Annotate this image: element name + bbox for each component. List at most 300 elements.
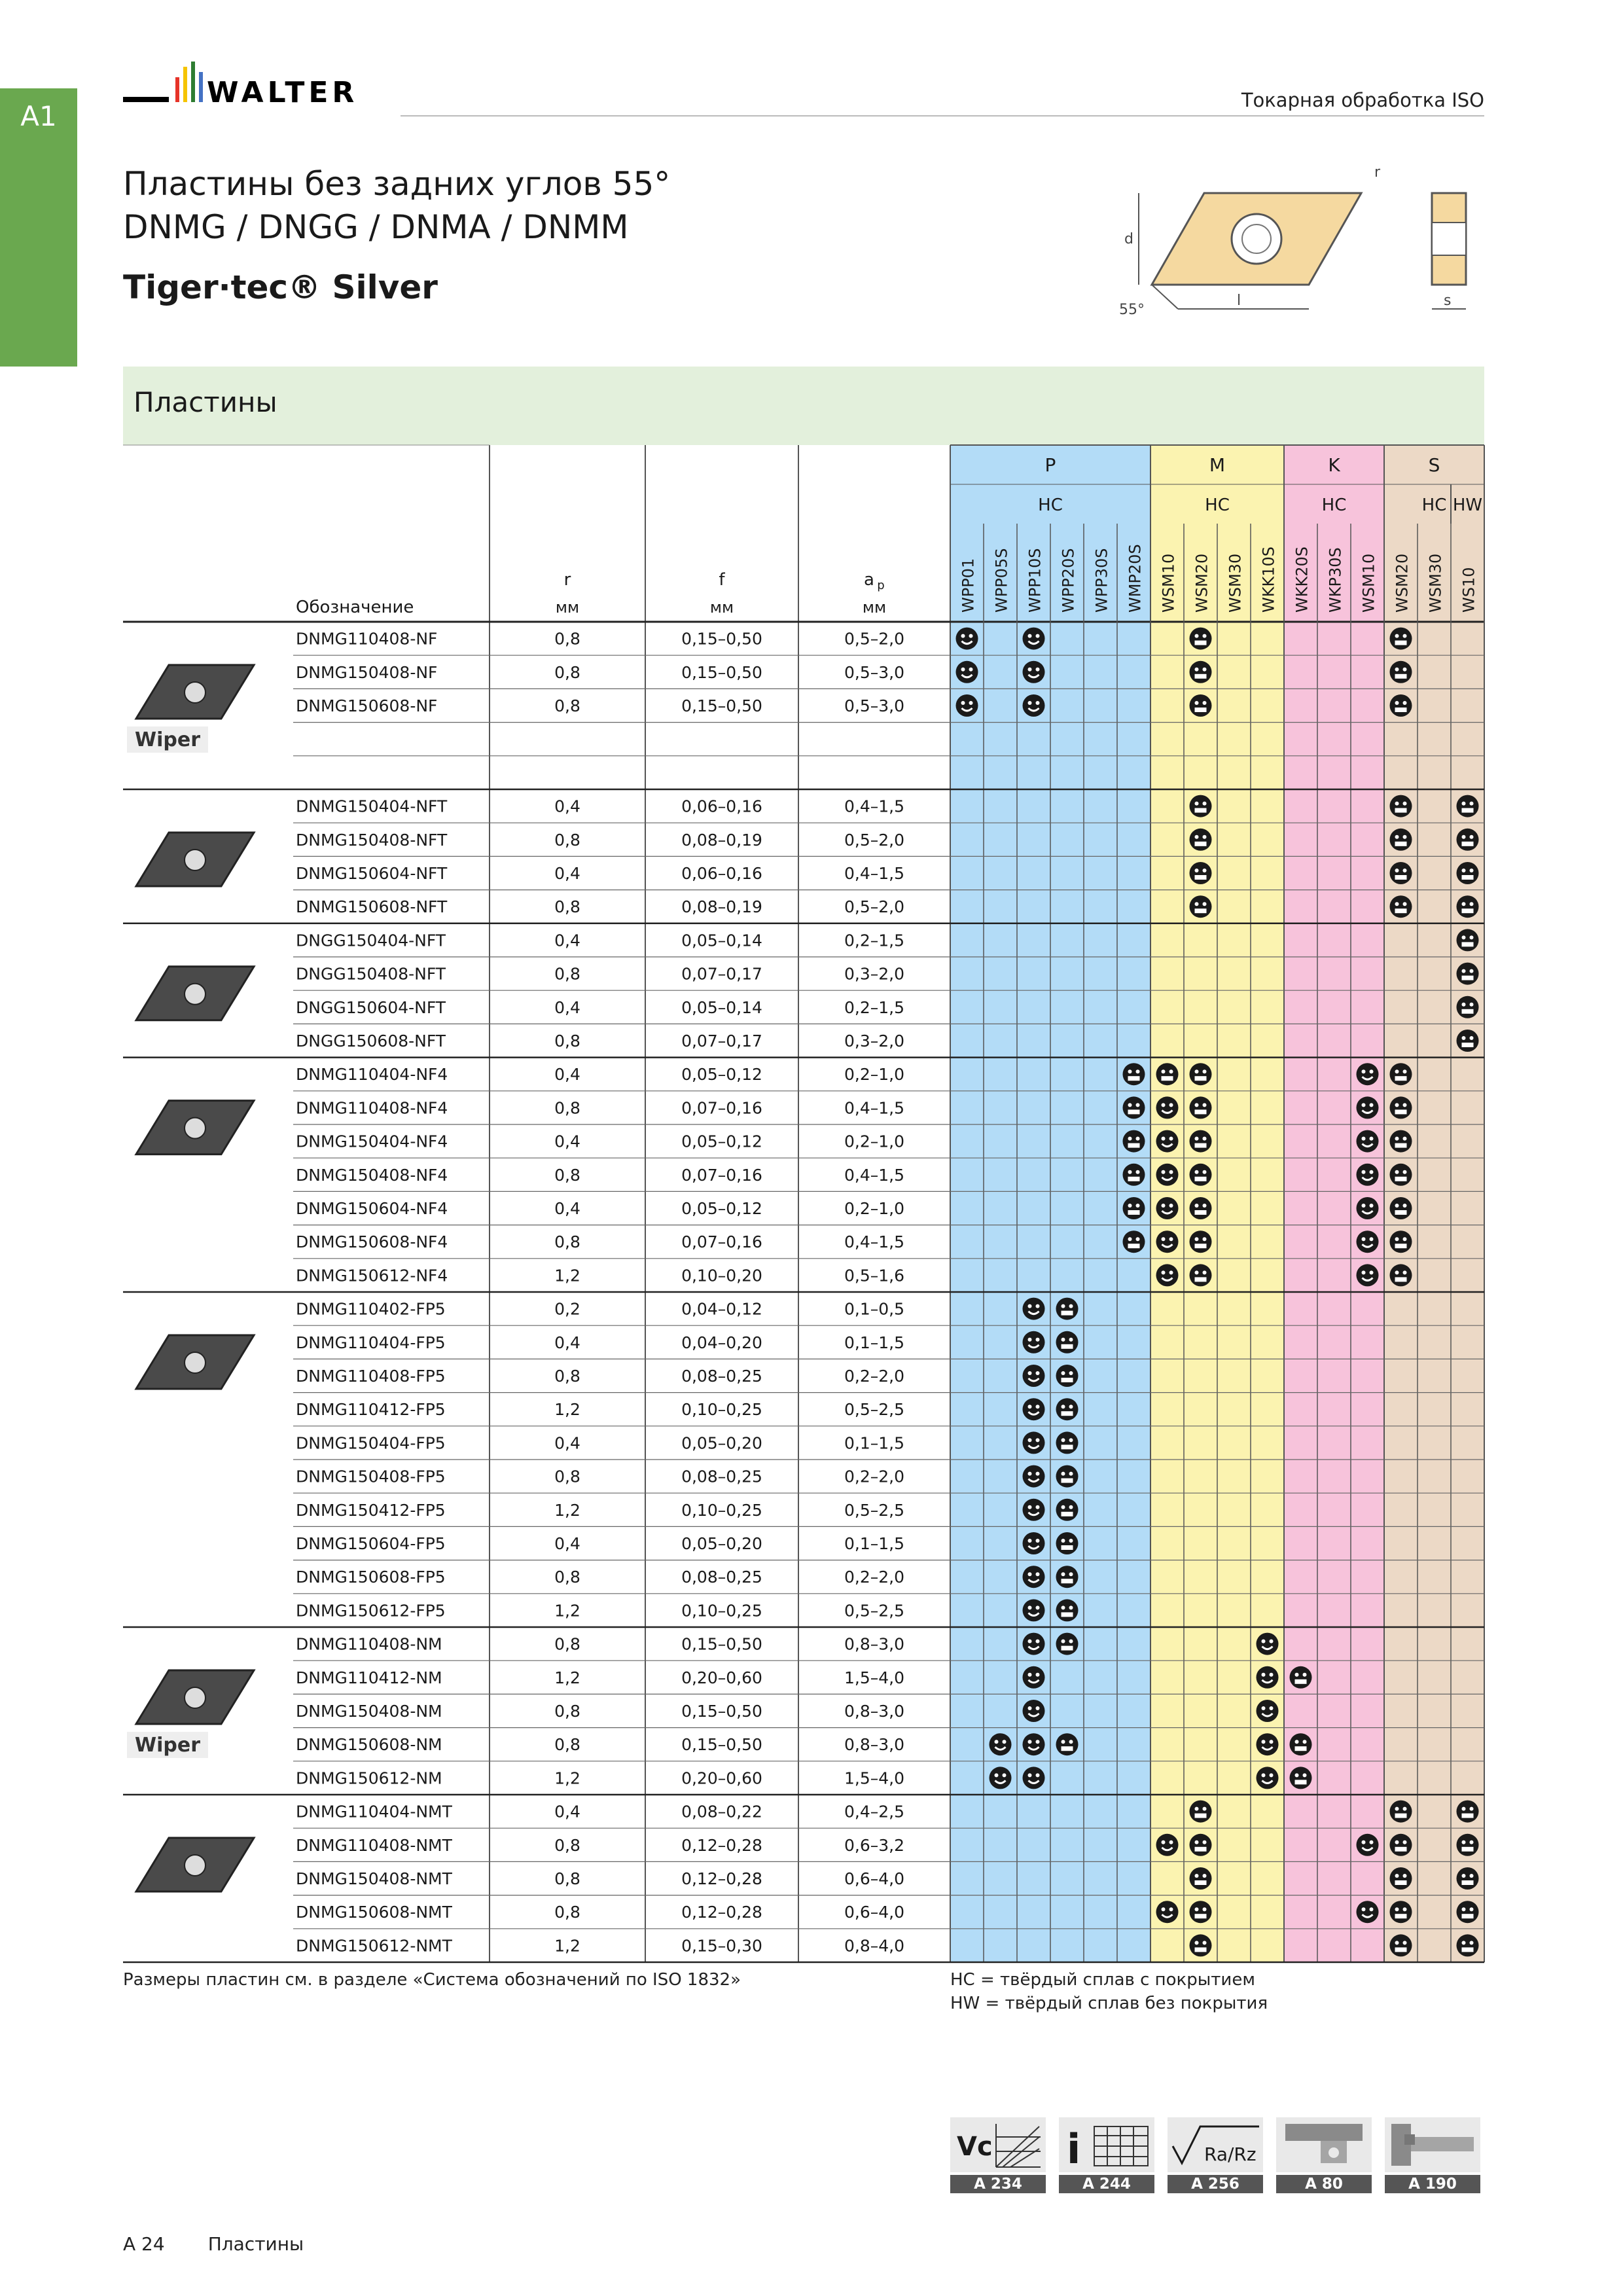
additional-application-icon bbox=[1390, 1801, 1412, 1823]
additional-application-icon bbox=[1390, 1096, 1412, 1119]
depth-range: 0,5–2,0 bbox=[844, 830, 905, 850]
title-line-1: Пластины без задних углов 55° bbox=[123, 165, 671, 203]
corner-radius: 0,8 bbox=[554, 964, 580, 984]
additional-application-icon bbox=[1390, 1164, 1412, 1186]
additional-application-icon bbox=[1190, 829, 1212, 851]
main-application-icon bbox=[1023, 1431, 1045, 1454]
main-application-icon bbox=[1357, 1197, 1379, 1219]
grade-name: WSM10 bbox=[1359, 553, 1378, 613]
corner-radius: 0,8 bbox=[554, 1735, 580, 1755]
grade-column-bg bbox=[1451, 445, 1484, 1962]
insert-designation: DNMG110404-FP5 bbox=[296, 1333, 446, 1352]
insert-designation: DNMG150608-NFT bbox=[296, 897, 448, 917]
corner-radius: 0,8 bbox=[554, 662, 580, 682]
corner-radius: 0,8 bbox=[554, 1869, 580, 1888]
corner-radius: 0,4 bbox=[554, 797, 580, 816]
main-application-icon bbox=[1156, 1264, 1179, 1286]
section-band-title: Пластины bbox=[134, 386, 277, 418]
main-application-icon bbox=[1023, 1733, 1045, 1755]
additional-application-icon bbox=[1457, 1901, 1479, 1923]
feed-range: 0,08–0,25 bbox=[681, 1367, 762, 1386]
corner-radius: 0,4 bbox=[554, 997, 580, 1017]
material-group-K: K bbox=[1328, 454, 1340, 476]
depth-range: 0,5–1,6 bbox=[844, 1266, 905, 1285]
additional-application-icon bbox=[1190, 661, 1212, 683]
insert-designation: DNMG150408-NM bbox=[296, 1702, 442, 1721]
label-d: d bbox=[1124, 231, 1133, 247]
additional-application-icon bbox=[1190, 1801, 1212, 1823]
main-application-icon bbox=[1023, 1499, 1045, 1521]
main-application-icon bbox=[1357, 1164, 1379, 1186]
feed-range: 0,15–0,50 bbox=[681, 696, 762, 715]
feed-range: 0,05–0,14 bbox=[681, 931, 762, 950]
insert-designation: DNMG150408-NMT bbox=[296, 1869, 452, 1888]
additional-application-icon bbox=[1056, 1431, 1079, 1454]
additional-application-icon bbox=[1190, 1934, 1212, 1956]
depth-range: 0,8–3,0 bbox=[844, 1702, 905, 1721]
depth-range: 0,1–1,5 bbox=[844, 1333, 905, 1352]
depth-range: 0,1–1,5 bbox=[844, 1534, 905, 1553]
insert-designation: DNMG110408-NMT bbox=[296, 1835, 452, 1855]
insert-designation: DNMG150608-NF bbox=[296, 696, 438, 715]
grade-name: WSM30 bbox=[1226, 553, 1245, 613]
additional-application-icon bbox=[1390, 1230, 1412, 1253]
feed-range: 0,12–0,28 bbox=[681, 1903, 762, 1922]
insert-designation: DNMG150408-NFT bbox=[296, 830, 448, 850]
additional-application-icon bbox=[1457, 1867, 1479, 1890]
additional-application-icon bbox=[1457, 895, 1479, 918]
additional-application-icon bbox=[1457, 929, 1479, 951]
feed-range: 0,05–0,12 bbox=[681, 1199, 762, 1218]
additional-application-icon bbox=[1056, 1599, 1079, 1621]
label-s: s bbox=[1444, 293, 1452, 309]
additional-application-icon bbox=[1123, 1164, 1145, 1186]
depth-range: 0,2–1,0 bbox=[844, 1132, 905, 1151]
corner-radius: 0,8 bbox=[554, 1903, 580, 1922]
additional-application-icon bbox=[1390, 1264, 1412, 1286]
insert-designation: DNGG150408-NFT bbox=[296, 964, 446, 984]
label-l: l bbox=[1237, 293, 1241, 309]
info-table-icon bbox=[1059, 2117, 1154, 2172]
corner-radius: 0,8 bbox=[554, 1702, 580, 1721]
corner-radius: 1,2 bbox=[554, 1266, 580, 1285]
depth-range: 0,4–1,5 bbox=[844, 797, 905, 816]
main-application-icon bbox=[990, 1767, 1012, 1789]
link-cutting-speed[interactable] bbox=[950, 2117, 1046, 2193]
page-number: A 24 bbox=[123, 2233, 165, 2255]
main-application-icon bbox=[1257, 1767, 1279, 1789]
depth-range: 0,2–1,0 bbox=[844, 1065, 905, 1085]
corner-radius: 1,2 bbox=[554, 1768, 580, 1788]
main-application-icon bbox=[1156, 1901, 1179, 1923]
corner-radius: 1,2 bbox=[554, 1400, 580, 1420]
insert-designation: DNMG150408-NF bbox=[296, 662, 438, 682]
main-application-icon bbox=[1357, 1130, 1379, 1153]
feed-range: 0,05–0,14 bbox=[681, 997, 762, 1017]
additional-application-icon bbox=[1457, 795, 1479, 817]
depth-range: 0,4–1,5 bbox=[844, 1165, 905, 1185]
svg-text:Vc: Vc bbox=[957, 2132, 993, 2162]
additional-application-icon bbox=[1056, 1499, 1079, 1521]
header-ap: a bbox=[864, 570, 874, 590]
depth-range: 0,5–3,0 bbox=[844, 696, 905, 715]
additional-application-icon bbox=[1457, 1030, 1479, 1052]
corner-radius: 0,2 bbox=[554, 1299, 580, 1319]
depth-range: 0,6–3,2 bbox=[844, 1835, 905, 1855]
main-application-icon bbox=[1156, 1164, 1179, 1186]
grade-name: WSM20 bbox=[1192, 553, 1211, 613]
label-angle: 55° bbox=[1119, 302, 1145, 318]
additional-application-icon bbox=[1190, 628, 1212, 650]
additional-application-icon bbox=[1190, 1063, 1212, 1085]
depth-range: 0,4–2,5 bbox=[844, 1802, 905, 1821]
depth-range: 1,5–4,0 bbox=[844, 1768, 905, 1788]
depth-range: 0,2–2,0 bbox=[844, 1467, 905, 1486]
main-application-icon bbox=[1357, 1834, 1379, 1856]
main-application-icon bbox=[956, 661, 978, 683]
logo-text: WALTER bbox=[207, 76, 359, 109]
additional-application-icon bbox=[1056, 1298, 1079, 1320]
main-application-icon bbox=[1257, 1700, 1279, 1722]
feed-range: 0,08–0,25 bbox=[681, 1568, 762, 1587]
grade-column-bg bbox=[1084, 445, 1117, 1962]
additional-application-icon bbox=[1190, 1834, 1212, 1856]
depth-range: 0,6–4,0 bbox=[844, 1869, 905, 1888]
additional-application-icon bbox=[1190, 694, 1212, 717]
main-application-icon bbox=[956, 628, 978, 650]
title-line-2: DNMG / DNGG / DNMA / DNMM bbox=[123, 208, 629, 246]
main-application-icon bbox=[1357, 1063, 1379, 1085]
material-group-P: P bbox=[1044, 454, 1056, 476]
corner-radius: 0,8 bbox=[554, 1165, 580, 1185]
insert-designation: DNMG150408-NF4 bbox=[296, 1165, 448, 1185]
link-boring-bar[interactable] bbox=[1385, 2117, 1480, 2193]
corner-radius: 0,4 bbox=[554, 1065, 580, 1085]
feed-range: 0,10–0,25 bbox=[681, 1400, 762, 1420]
feed-range: 0,07–0,17 bbox=[681, 964, 762, 984]
feed-range: 0,08–0,22 bbox=[681, 1802, 762, 1821]
feed-range: 0,10–0,25 bbox=[681, 1601, 762, 1621]
main-application-icon bbox=[1023, 1666, 1045, 1689]
additional-application-icon bbox=[1123, 1096, 1145, 1119]
grade-name: WS10 bbox=[1459, 567, 1478, 613]
main-application-icon bbox=[1357, 1230, 1379, 1253]
link-toolholder[interactable] bbox=[1276, 2117, 1372, 2193]
note-hc: HC = твёрдый сплав с покрытием bbox=[950, 1970, 1255, 1990]
insert-designation: DNMG110408-NF bbox=[296, 629, 438, 649]
corner-radius: 1,2 bbox=[554, 1500, 580, 1520]
coating-label: HC bbox=[1038, 495, 1063, 515]
corner-radius: 0,4 bbox=[554, 864, 580, 883]
insert-designation: DNMG150404-NF4 bbox=[296, 1132, 448, 1151]
coating-label-hw: HW bbox=[1452, 495, 1483, 515]
main-application-icon bbox=[1357, 1264, 1379, 1286]
depth-range: 0,5–2,5 bbox=[844, 1400, 905, 1420]
additional-application-icon bbox=[1457, 963, 1479, 985]
corner-radius: 0,4 bbox=[554, 1132, 580, 1151]
depth-range: 0,5–2,5 bbox=[844, 1601, 905, 1621]
corner-radius: 1,2 bbox=[554, 1668, 580, 1687]
feed-range: 0,08–0,19 bbox=[681, 830, 762, 850]
feed-range: 0,07–0,16 bbox=[681, 1232, 762, 1252]
main-application-icon bbox=[1023, 1398, 1045, 1420]
feed-range: 0,15–0,50 bbox=[681, 1735, 762, 1755]
corner-radius: 0,8 bbox=[554, 897, 580, 917]
insert-designation: DNMG110402-FP5 bbox=[296, 1299, 446, 1319]
main-application-icon bbox=[1357, 1901, 1379, 1923]
feed-range: 0,05–0,12 bbox=[681, 1132, 762, 1151]
additional-application-icon bbox=[1056, 1532, 1079, 1554]
feed-range: 0,07–0,16 bbox=[681, 1165, 762, 1185]
insert-designation: DNMG110404-NMT bbox=[296, 1802, 452, 1821]
material-group-S: S bbox=[1428, 454, 1440, 476]
insert-designation: DNMG150612-NM bbox=[296, 1768, 442, 1788]
corner-radius: 0,8 bbox=[554, 1568, 580, 1587]
header-f: f bbox=[719, 570, 725, 590]
main-application-icon bbox=[1156, 1230, 1179, 1253]
depth-range: 0,2–2,0 bbox=[844, 1568, 905, 1587]
header-r: r bbox=[563, 570, 571, 590]
corner-radius: 0,4 bbox=[554, 931, 580, 950]
feed-range: 0,10–0,25 bbox=[681, 1500, 762, 1520]
insert-designation: DNMG110408-NF4 bbox=[296, 1098, 448, 1118]
header-unit: мм bbox=[862, 598, 887, 617]
additional-application-icon bbox=[1390, 1834, 1412, 1856]
svg-text:Ra/Rz: Ra/Rz bbox=[1204, 2144, 1257, 2165]
feed-range: 0,12–0,28 bbox=[681, 1869, 762, 1888]
additional-application-icon bbox=[1290, 1767, 1312, 1789]
depth-range: 0,5–2,0 bbox=[844, 897, 905, 917]
depth-range: 0,4–1,5 bbox=[844, 864, 905, 883]
additional-application-icon bbox=[1457, 996, 1479, 1018]
additional-application-icon bbox=[1190, 1867, 1212, 1890]
page-subtitle: Tiger·tec® Silver bbox=[123, 268, 438, 306]
feed-range: 0,04–0,12 bbox=[681, 1299, 762, 1319]
insert-designation: DNMG150612-FP5 bbox=[296, 1601, 446, 1621]
feed-range: 0,15–0,50 bbox=[681, 1634, 762, 1654]
additional-application-icon bbox=[1390, 862, 1412, 884]
surface-roughness-icon bbox=[1168, 2117, 1263, 2172]
note-designation-system: Размеры пластин см. в разделе «Система обозначений по ISO 1832» bbox=[123, 1970, 741, 1990]
additional-application-icon bbox=[1190, 1264, 1212, 1286]
corner-radius: 0,8 bbox=[554, 1835, 580, 1855]
link-label: A 256 bbox=[1168, 2175, 1263, 2193]
insert-designation: DNMG150608-NMT bbox=[296, 1903, 452, 1922]
additional-application-icon bbox=[1390, 1197, 1412, 1219]
feed-range: 0,15–0,50 bbox=[681, 1702, 762, 1721]
main-application-icon bbox=[1023, 1465, 1045, 1488]
depth-range: 0,2–1,5 bbox=[844, 997, 905, 1017]
additional-application-icon bbox=[1123, 1197, 1145, 1219]
feed-range: 0,05–0,20 bbox=[681, 1433, 762, 1453]
depth-range: 0,1–1,5 bbox=[844, 1433, 905, 1453]
additional-application-icon bbox=[1156, 1063, 1179, 1085]
additional-application-icon bbox=[1390, 1130, 1412, 1153]
insert-designation: DNMG150604-FP5 bbox=[296, 1534, 446, 1553]
insert-designation: DNMG150408-FP5 bbox=[296, 1467, 446, 1486]
grade-name: WSM30 bbox=[1426, 553, 1445, 613]
grade-name: WKK20S bbox=[1293, 547, 1311, 613]
insert-designation: DNMG150404-FP5 bbox=[296, 1433, 446, 1453]
feed-range: 0,07–0,17 bbox=[681, 1031, 762, 1050]
additional-application-icon bbox=[1190, 1096, 1212, 1119]
main-application-icon bbox=[956, 694, 978, 717]
main-application-icon bbox=[1023, 1700, 1045, 1722]
main-application-icon bbox=[1023, 1365, 1045, 1387]
depth-range: 0,5–2,0 bbox=[844, 629, 905, 649]
insert-designation: DNGG150608-NFT bbox=[296, 1031, 446, 1050]
grade-name: WPP05S bbox=[992, 548, 1011, 613]
insert-designation: DNMG110412-FP5 bbox=[296, 1400, 446, 1420]
grade-name: WKP30S bbox=[1326, 547, 1345, 613]
depth-range: 0,2–1,0 bbox=[844, 1199, 905, 1218]
additional-application-icon bbox=[1457, 1834, 1479, 1856]
additional-application-icon bbox=[1457, 862, 1479, 884]
main-application-icon bbox=[1023, 1599, 1045, 1621]
additional-application-icon bbox=[1190, 795, 1212, 817]
depth-range: 0,2–1,5 bbox=[844, 931, 905, 950]
additional-application-icon bbox=[1123, 1130, 1145, 1153]
footer-title: Пластины bbox=[207, 2233, 304, 2255]
grade-column-bg bbox=[1217, 445, 1251, 1962]
insert-designation: DNMG150608-NM bbox=[296, 1735, 442, 1755]
insert-designation: DNMG150612-NF4 bbox=[296, 1266, 448, 1285]
grade-name: WPP30S bbox=[1092, 548, 1111, 613]
corner-radius: 0,8 bbox=[554, 629, 580, 649]
link-label: A 244 bbox=[1059, 2175, 1154, 2193]
corner-radius: 0,8 bbox=[554, 1098, 580, 1118]
page-footer bbox=[123, 2233, 347, 2255]
header-section-label: Токарная обработка ISO bbox=[1241, 89, 1484, 111]
grade-name: WSM10 bbox=[1159, 553, 1178, 613]
toolholder-icon bbox=[1276, 2117, 1372, 2172]
link-label: A 234 bbox=[950, 2175, 1046, 2193]
coating-label: HC bbox=[1421, 495, 1447, 515]
grade-column-bg bbox=[1418, 445, 1451, 1962]
feed-range: 0,12–0,28 bbox=[681, 1835, 762, 1855]
additional-application-icon bbox=[1457, 1801, 1479, 1823]
depth-range: 0,1–0,5 bbox=[844, 1299, 905, 1319]
additional-application-icon bbox=[1390, 661, 1412, 683]
wiper-label: Wiper bbox=[135, 728, 200, 751]
grade-name: WMP20S bbox=[1126, 544, 1145, 613]
additional-application-icon bbox=[1123, 1230, 1145, 1253]
main-application-icon bbox=[1156, 1197, 1179, 1219]
additional-application-icon bbox=[1457, 829, 1479, 851]
depth-range: 0,5–2,5 bbox=[844, 1500, 905, 1520]
coating-label: HC bbox=[1205, 495, 1230, 515]
corner-radius: 0,4 bbox=[554, 1333, 580, 1352]
insert-designation: DNGG150604-NFT bbox=[296, 997, 446, 1017]
grade-name: WPP20S bbox=[1059, 548, 1078, 613]
corner-radius: 0,8 bbox=[554, 1367, 580, 1386]
additional-application-icon bbox=[1390, 1063, 1412, 1085]
additional-application-icon bbox=[1123, 1063, 1145, 1085]
label-r: r bbox=[1374, 164, 1381, 181]
corner-radius: 0,8 bbox=[554, 1031, 580, 1050]
coating-label: HC bbox=[1321, 495, 1347, 515]
cutting-speed-icon bbox=[950, 2117, 1046, 2172]
insert-designation: DNMG110408-FP5 bbox=[296, 1367, 446, 1386]
main-application-icon bbox=[1023, 694, 1045, 717]
feed-range: 0,15–0,50 bbox=[681, 629, 762, 649]
additional-application-icon bbox=[1056, 1465, 1079, 1488]
insert-designation: DNMG110412-NM bbox=[296, 1668, 442, 1687]
main-application-icon bbox=[1023, 1767, 1045, 1789]
depth-range: 0,5–3,0 bbox=[844, 662, 905, 682]
feed-range: 0,04–0,20 bbox=[681, 1333, 762, 1352]
main-application-icon bbox=[1023, 628, 1045, 650]
additional-application-icon bbox=[1056, 1566, 1079, 1588]
additional-application-icon bbox=[1190, 862, 1212, 884]
header-ap-sub: p bbox=[877, 579, 885, 592]
grade-name: WKK10S bbox=[1259, 547, 1278, 613]
additional-application-icon bbox=[1190, 1130, 1212, 1153]
depth-range: 0,8–4,0 bbox=[844, 1936, 905, 1956]
link-surface-roughness[interactable] bbox=[1168, 2117, 1263, 2193]
additional-application-icon bbox=[1056, 1733, 1079, 1755]
main-application-icon bbox=[1023, 1298, 1045, 1320]
feed-range: 0,07–0,16 bbox=[681, 1098, 762, 1118]
additional-application-icon bbox=[1190, 1230, 1212, 1253]
main-application-icon bbox=[1023, 661, 1045, 683]
corner-radius: 0,4 bbox=[554, 1534, 580, 1553]
additional-application-icon bbox=[1290, 1733, 1312, 1755]
insert-designation: DNMG150604-NF4 bbox=[296, 1199, 448, 1218]
additional-application-icon bbox=[1290, 1666, 1312, 1689]
link-label: A 190 bbox=[1385, 2175, 1480, 2193]
additional-application-icon bbox=[1390, 1934, 1412, 1956]
insert-designation: DNMG150604-NFT bbox=[296, 864, 448, 883]
corner-radius: 0,4 bbox=[554, 1199, 580, 1218]
insert-designation: DNMG150412-FP5 bbox=[296, 1500, 446, 1520]
corner-radius: 1,2 bbox=[554, 1936, 580, 1956]
insert-designation: DNMG110408-NM bbox=[296, 1634, 442, 1654]
boring-bar-icon bbox=[1385, 2117, 1480, 2172]
main-application-icon bbox=[1257, 1666, 1279, 1689]
feed-range: 0,05–0,20 bbox=[681, 1534, 762, 1553]
main-application-icon bbox=[1023, 1532, 1045, 1554]
header-unit: мм bbox=[709, 598, 734, 617]
depth-range: 0,8–3,0 bbox=[844, 1634, 905, 1654]
grade-column-bg bbox=[1317, 445, 1351, 1962]
additional-application-icon bbox=[1390, 795, 1412, 817]
corner-radius: 0,8 bbox=[554, 1634, 580, 1654]
additional-application-icon bbox=[1390, 829, 1412, 851]
feed-range: 0,08–0,25 bbox=[681, 1467, 762, 1486]
depth-range: 0,6–4,0 bbox=[844, 1903, 905, 1922]
main-application-icon bbox=[1156, 1834, 1179, 1856]
insert-designation: DNMG150612-NMT bbox=[296, 1936, 452, 1956]
link-info-table[interactable] bbox=[1059, 2117, 1154, 2193]
corner-radius: 1,2 bbox=[554, 1601, 580, 1621]
feed-range: 0,06–0,16 bbox=[681, 797, 762, 816]
depth-range: 1,5–4,0 bbox=[844, 1668, 905, 1687]
additional-application-icon bbox=[1190, 1164, 1212, 1186]
additional-application-icon bbox=[1390, 895, 1412, 918]
main-application-icon bbox=[1156, 1096, 1179, 1119]
corner-radius: 0,8 bbox=[554, 830, 580, 850]
additional-application-icon bbox=[1190, 1197, 1212, 1219]
corner-radius: 0,8 bbox=[554, 696, 580, 715]
depth-range: 0,3–2,0 bbox=[844, 1031, 905, 1050]
feed-range: 0,20–0,60 bbox=[681, 1768, 762, 1788]
link-label: A 80 bbox=[1276, 2175, 1372, 2193]
feed-range: 0,15–0,30 bbox=[681, 1936, 762, 1956]
svg-text:i: i bbox=[1067, 2125, 1081, 2172]
insert-designation: DNMG150608-FP5 bbox=[296, 1568, 446, 1587]
main-application-icon bbox=[1156, 1130, 1179, 1153]
